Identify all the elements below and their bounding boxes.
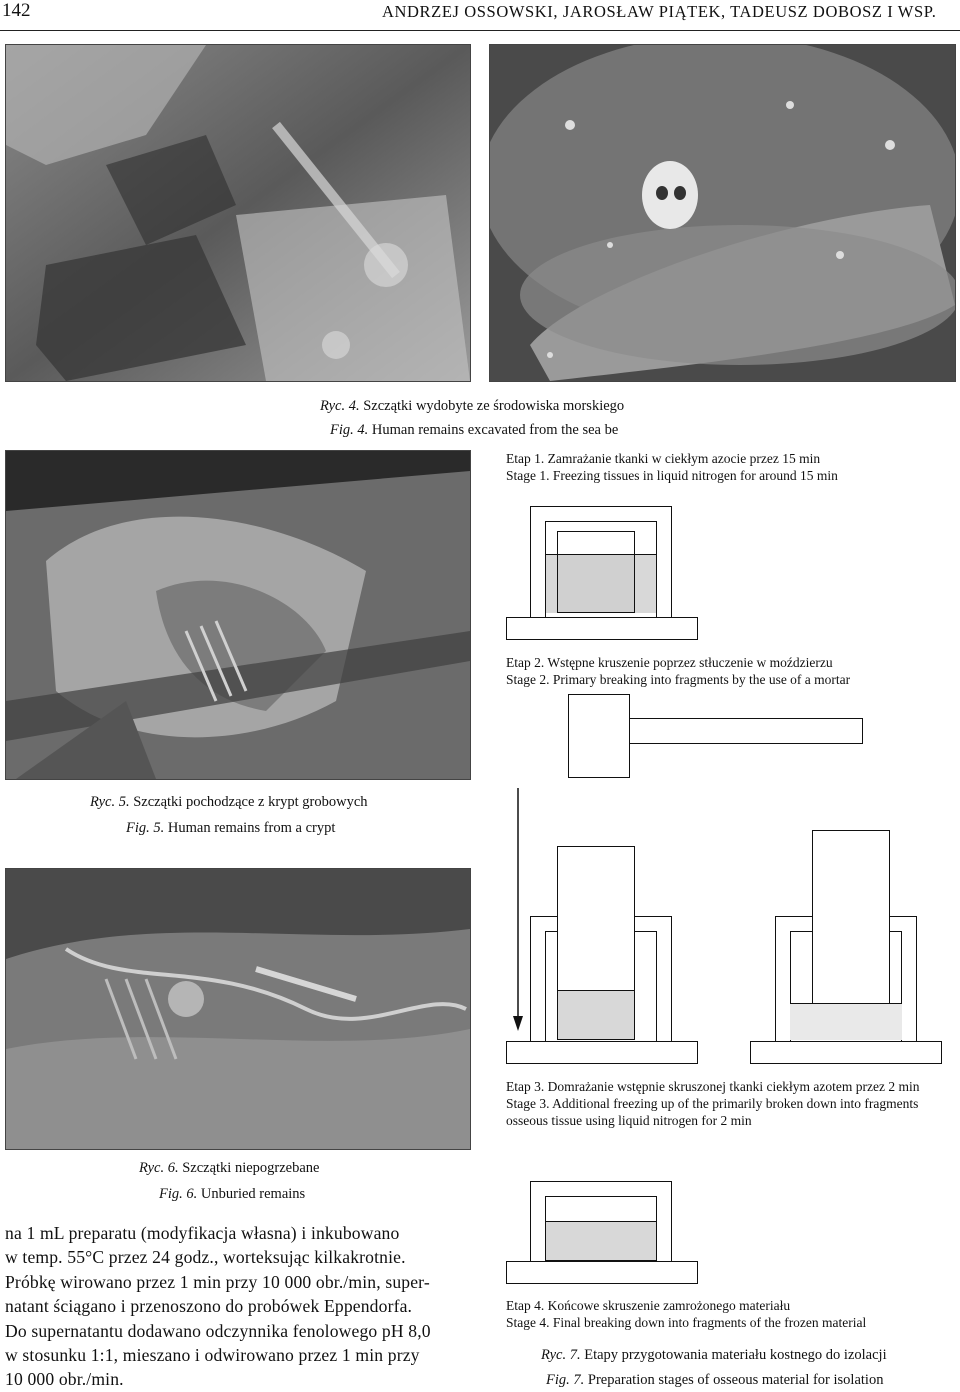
stage2-text-pl: Etap 2. Wstępne kruszenie poprzez stłuczenie w moździerzu	[506, 655, 833, 670]
figure5-caption-en	[126, 820, 335, 837]
stage3-right-pestle	[812, 830, 890, 1004]
figure4-caption-en-text: Human remains excavated from the sea be	[371, 422, 619, 438]
stage4-text-pl: Etap 4. Końcowe skruszenie zamrożonego materiału	[506, 1298, 791, 1313]
figure4-caption-pl	[320, 398, 624, 415]
figure6-caption-en	[159, 1186, 305, 1203]
stage4-base	[506, 1261, 698, 1284]
stage3-left-sample	[557, 990, 635, 1040]
body-line: Próbkę wirowano przez 1 min przy 10 000 obr./min, super-	[5, 1271, 430, 1292]
stage3-right-base	[750, 1041, 942, 1064]
stage1-text	[506, 450, 838, 484]
stage1-base	[506, 617, 698, 640]
stage1-text-en: Stage 1. Freezing tissues in liquid nitrogen for around 15 min	[506, 468, 838, 483]
page-number: 142	[2, 0, 31, 21]
figure6-caption-en-label: Fig. 6.	[159, 1186, 198, 1202]
body-line: w stosunku 1:1, mieszano i odwirowano przez 1 min przy	[5, 1345, 420, 1366]
stage2-text-en: Stage 2. Primary breaking into fragments by the use of a mortar	[506, 672, 851, 687]
photo-crypt-remains	[5, 450, 471, 780]
figure7-caption-en	[546, 1372, 883, 1389]
header-rule	[0, 30, 960, 31]
figure4-caption-en	[330, 422, 618, 439]
stage3-right-sample	[790, 1003, 902, 1040]
stage3-left-base	[506, 1041, 698, 1064]
body-line: 10 000 obr./min.	[5, 1369, 124, 1390]
figure7-caption-pl	[541, 1347, 887, 1364]
figure5-caption-pl-text: Szczątki pochodzące z krypt grobowych	[133, 794, 368, 810]
stage2-pestle-handle	[629, 718, 863, 744]
stage3-text	[506, 1078, 919, 1129]
photo-sea-remains-right	[489, 44, 956, 382]
figure6-caption-pl-label: Ryc. 6.	[139, 1160, 179, 1176]
figure5-caption-en-text: Human remains from a crypt	[167, 820, 336, 836]
stage3-text-en2: osseous tissue using liquid nitrogen for 2 min	[506, 1113, 752, 1128]
photo-unburied-remains	[5, 868, 471, 1150]
figure6-caption-pl	[139, 1160, 320, 1177]
stage1-text-pl: Etap 1. Zamrażanie tkanki w ciekłym azocie przez 15 min	[506, 451, 821, 466]
figure4-caption-pl-text: Szczątki wydobyte ze środowiska morskiego	[363, 398, 625, 414]
figure5-caption-pl	[90, 794, 368, 811]
figure5-caption-en-label: Fig. 5.	[126, 820, 165, 836]
stage1-vial-lower	[557, 554, 635, 613]
figure7-caption-pl-text: Etapy przygotowania materiału kostnego do izolacji	[584, 1347, 887, 1363]
stage2-text	[506, 654, 850, 688]
body-line: Do supernatantu dodawano odczynnika fenolowego pH 8,0	[5, 1320, 431, 1341]
stage3-left-pestle	[557, 846, 635, 992]
figure6-caption-en-text: Unburied remains	[200, 1186, 306, 1202]
running-title: ANDRZEJ OSSOWSKI, JAROSŁAW PIĄTEK, TADEUSZ DOBOSZ I WSP.	[382, 2, 937, 21]
stage3-text-pl: Etap 3. Domrażanie wstępnie skruszonej tkanki ciekłym azotem przez 2 min	[506, 1079, 920, 1094]
figure7-caption-en-text: Preparation stages of osseous material for isolation	[587, 1372, 884, 1388]
figure7-caption-en-label: Fig. 7.	[546, 1372, 585, 1388]
photo-sea-remains-left	[5, 44, 471, 382]
body-paragraph	[5, 1221, 431, 1392]
stage4-powder	[545, 1221, 657, 1261]
stage3-arrow	[510, 788, 526, 1032]
stage4-text-en: Stage 4. Final breaking down into fragments of the frozen material	[506, 1315, 867, 1330]
stage4-text	[506, 1297, 866, 1331]
body-line: na 1 mL preparatu (modyfikacja własna) i inkubowano	[5, 1223, 400, 1243]
stage2-pestle-head	[568, 694, 630, 778]
figure7-caption-pl-label: Ryc. 7.	[541, 1347, 581, 1363]
figure5-caption-pl-label: Ryc. 5.	[90, 794, 130, 810]
body-line: w temp. 55°C przez 24 godz., worteksując kilkakrotnie.	[5, 1247, 406, 1268]
figure4-caption-pl-label: Ryc. 4.	[320, 398, 360, 414]
body-line: natant ściągano i przenoszono do probówek Eppendorfa.	[5, 1296, 413, 1317]
stage3-text-en1: Stage 3. Additional freezing up of the primarily broken down into fragments	[506, 1096, 919, 1111]
figure4-caption-en-label: Fig. 4.	[330, 422, 369, 438]
figure6-caption-pl-text: Szczątki niepogrzebane	[182, 1160, 320, 1176]
